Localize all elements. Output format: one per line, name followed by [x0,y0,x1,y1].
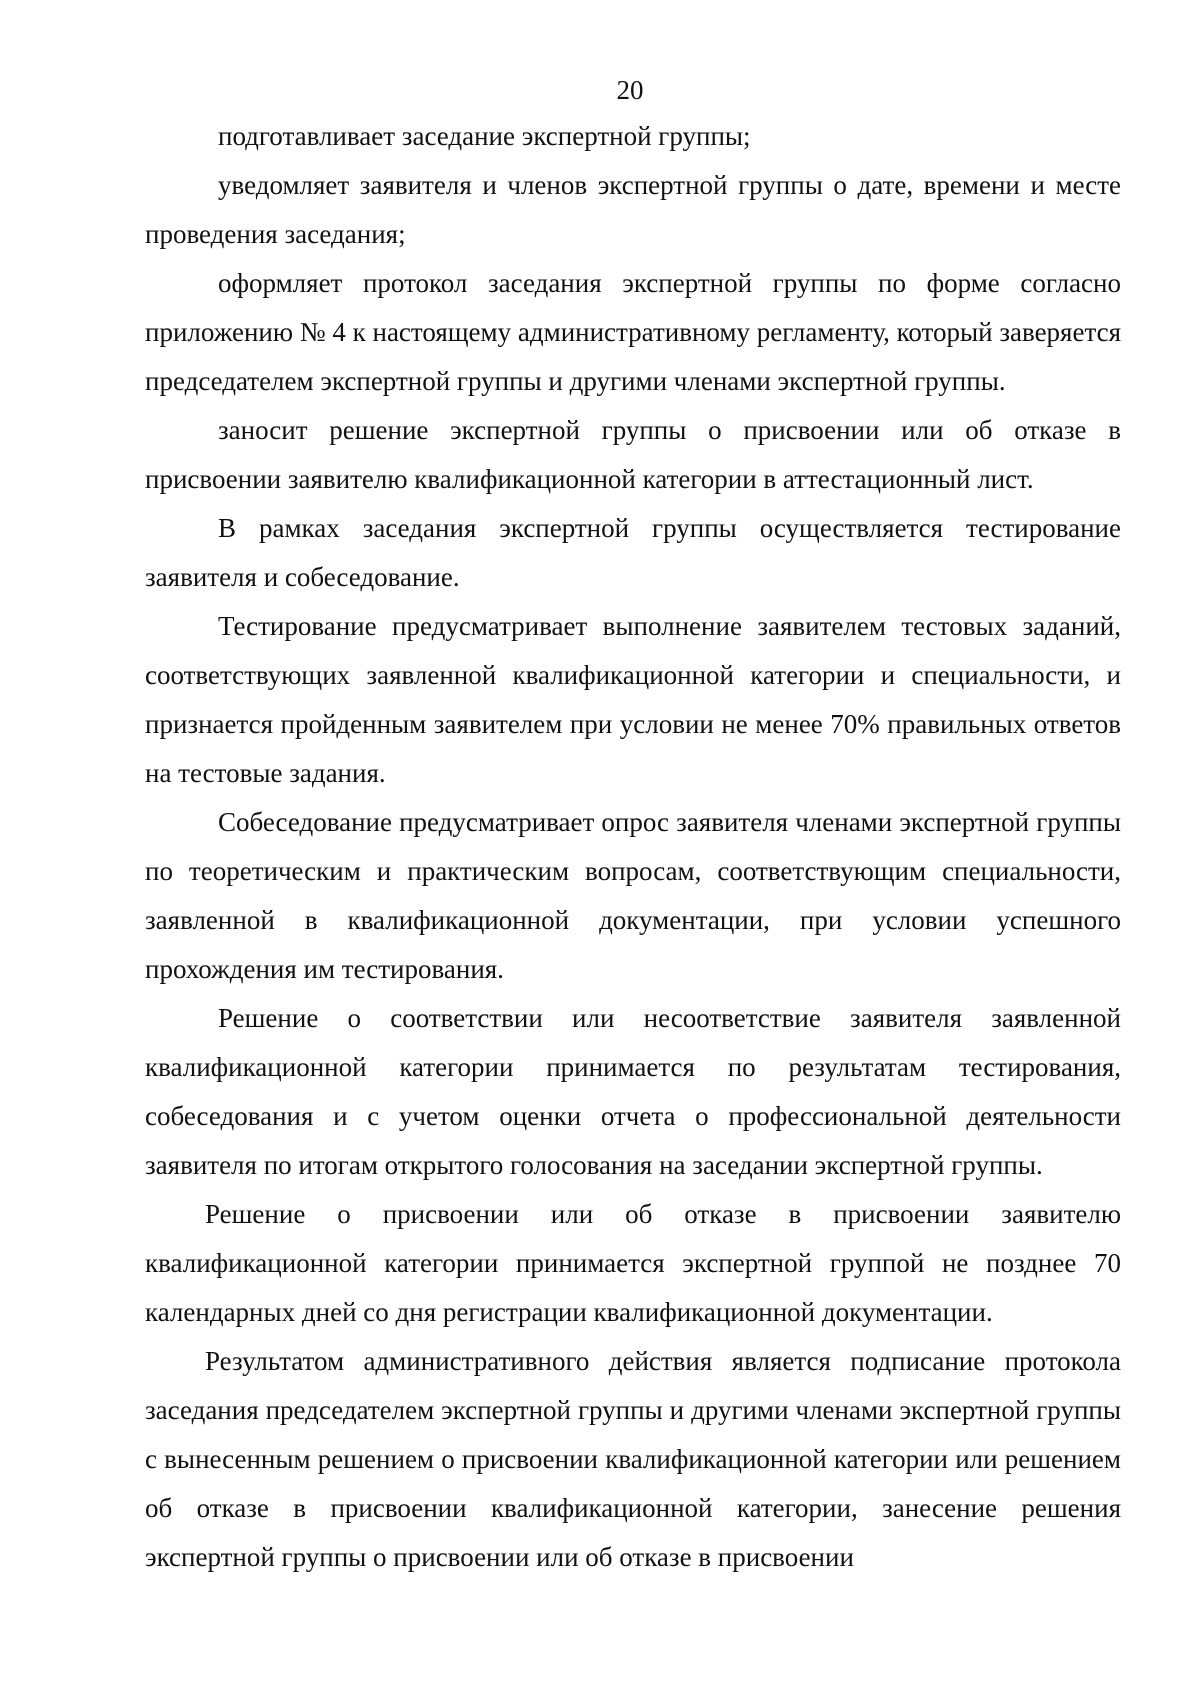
paragraph-7: Собеседование предусматривает опрос заявителя членами экспертной группы по теоретическим и практическим вопросам, соответствующим специальности, заявленной в квалификационной документации, при условии успешного прохождения им тестирования. [145,807,1121,984]
document-body [145,112,1121,1582]
paragraph-3: оформляет протокол заседания экспертной группы по форме согласно приложению № 4 к настоящему административному регламенту, который заверяется председателем экспертной группы и другими членами экспертной группы. [145,268,1121,396]
paragraph-4: заносит решение экспертной группы о присвоении или об отказе в присвоении заявителю квалификационной категории в аттестационный лист. [145,415,1121,494]
paragraph-8: Решение о соответствии или несоответствие заявителя заявленной квалификационной категории принимается по результатам тестирования, собеседования и с учетом оценки отчета о профессиональной деятельности заявителя по итогам открытого голосования на заседании экспертной группы. [145,1003,1121,1180]
paragraph-1: подготавливает заседание экспертной группы; [218,121,751,151]
page-number: 20 [616,75,644,105]
paragraph-6: Тестирование предусматривает выполнение заявителем тестовых заданий, соответствующих заявленной квалификационной категории и специальности, и признается пройденным заявителем при условии не менее 70% правильных ответов на тестовые задания. [145,611,1121,788]
paragraph-2: уведомляет заявителя и членов экспертной группы о дате, времени и месте проведения заседания; [145,170,1121,249]
paragraph-10: Результатом административного действия является подписание протокола заседания председателем экспертной группы и другими членами экспертной группы с вынесенным решением о присвоении квалификационной категории или решением об отказе в присвоении квалификационной категории, занесение решения экспертной группы о присвоении или об отказе в присвоении [145,1346,1121,1572]
paragraph-9: Решение о присвоении или об отказе в присвоении заявителю квалификационной категории принимается экспертной группой не позднее 70 календарных дней со дня регистрации квалификационной документации. [145,1199,1121,1327]
paragraph-5: В рамках заседания экспертной группы осуществляется тестирование заявителя и собеседование. [145,513,1121,592]
